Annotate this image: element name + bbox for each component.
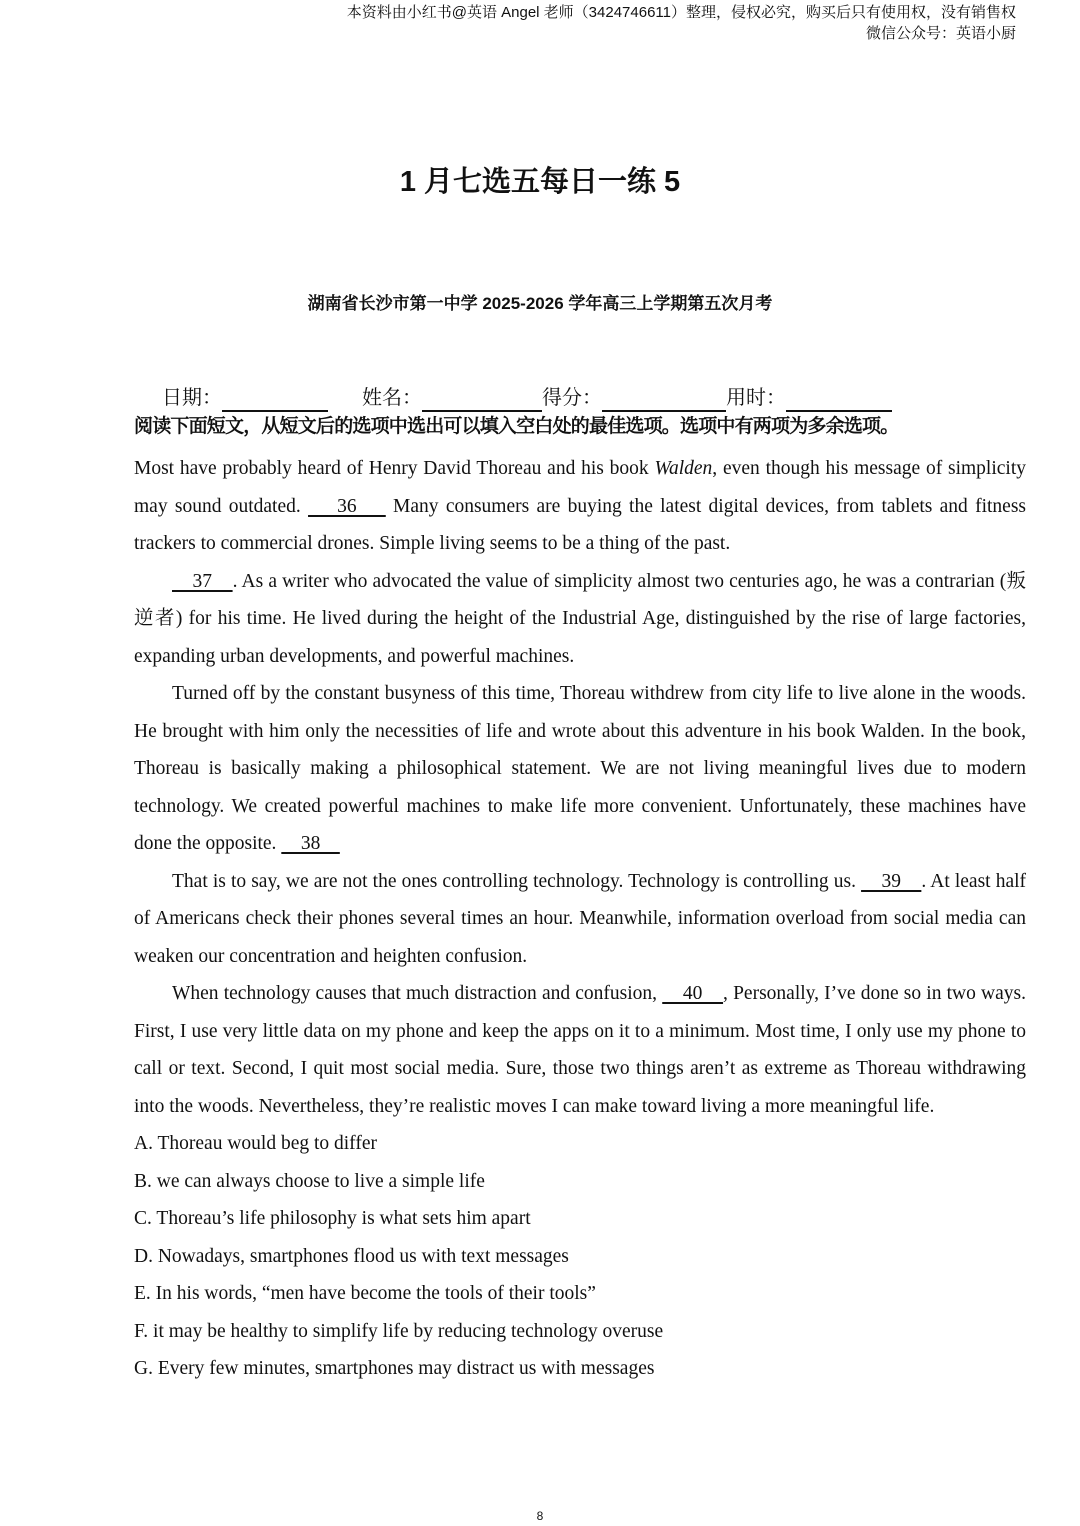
paragraph-5: When technology causes that much distraction and confusion, 40 , Personally, I’ve done so in two ways. First, I use very little data on my phone and keep the apps on it to a minimum. Most time, I only use my phone to call or text. Second, I quit most social media. Sure, those two things aren’t as extreme as Thoreau withdrawing into the woods. Nevertheless, they’re realistic moves I can make toward living a more meaningful life. — [134, 983, 1027, 1117]
option-d: D. Nowadays, smartphones flood us with text messages — [134, 1245, 569, 1267]
option-e: E. In his words, “men have become the tools of their tools” — [134, 1283, 596, 1304]
wechat-account: 微信公众号：英语小厨 — [865, 25, 1016, 42]
blank-38[interactable]: 38 — [281, 833, 340, 854]
copyright-notice: 本资料由小红书@英语 Angel 老师（3424746611）整理，侵权必究，购买后只有使用权，没有销售权 — [346, 4, 1016, 21]
exam-source: 湖南省长沙市第一中学 2025-2026 学年高三上学期第五次月考 — [307, 294, 773, 313]
student-info-line — [162, 384, 896, 412]
score-label: 得分： — [542, 387, 602, 409]
passage — [134, 450, 1026, 1388]
blank-36[interactable]: 36 — [308, 495, 386, 517]
time-blank[interactable] — [786, 390, 892, 412]
option-b: B. we can always choose to live a simple life — [134, 1170, 485, 1192]
blank-40[interactable]: 40 — [662, 983, 724, 1004]
paragraph-1: Most have probably heard of Henry David Thoreau and his book Walden, even though his message of simplicity may sound outdated. 36 Many consumers are buying the latest digital devices, from tablets and fitness trackers to commercial drones. Simple living seems to be a thing of the past. — [134, 458, 1027, 554]
paragraph-4: That is to say, we are not the ones controlling technology. Technology is controlling us. 39 . At least half of Americans check their phones several times an hour. Meanwhile, information overload from social media can weaken our concentration and heighten confusion. — [134, 870, 1027, 967]
option-f: F. it may be healthy to simplify life by reducing technology overuse — [134, 1320, 664, 1342]
time-label: 用时： — [726, 387, 786, 409]
score-blank[interactable] — [602, 390, 726, 412]
option-g: G. Every few minutes, smartphones may distract us with messages — [134, 1358, 655, 1379]
option-a: A. Thoreau would beg to differ — [134, 1133, 377, 1154]
book-title: Walden — [654, 458, 713, 479]
name-label: 姓名： — [362, 387, 422, 409]
date-blank[interactable] — [222, 390, 328, 412]
date-label: 日期： — [162, 387, 222, 409]
option-c: C. Thoreau’s life philosophy is what sets him apart — [134, 1208, 531, 1229]
copyright-header — [347, 2, 1016, 44]
name-blank[interactable] — [422, 390, 542, 412]
blank-39[interactable]: 39 — [861, 870, 922, 892]
answer-options — [134, 1125, 1026, 1388]
paragraph-2: 37 . As a writer who advocated the value of simplicity almost two centuries ago, he was a contrarian (叛逆者) for his time. He lived during the height of the Industrial Age, distinguished by the rise of large factories, expanding urban developments, and powerful machines. — [134, 570, 1026, 667]
page-title: 1 月七选五每日一练 5 — [399, 166, 681, 198]
page-number: 8 — [536, 1509, 544, 1523]
instructions: 阅读下面短文，从短文后的选项中选出可以填入空白处的最佳选项。选项中有两项为多余选项。 — [134, 415, 899, 437]
blank-37[interactable]: 37 — [172, 570, 233, 592]
paragraph-3: Turned off by the constant busyness of this time, Thoreau withdrew from city life to live alone in the woods. He brought with him only the necessities of life and wrote about this adventure in his book Walden. In the book, Thoreau is basically making a philosophical statement. We are not living meaningful lives due to modern technology. We created powerful machines to make life more convenient. Unfortunately, these machines have done the opposite. 38 — [134, 683, 1026, 854]
